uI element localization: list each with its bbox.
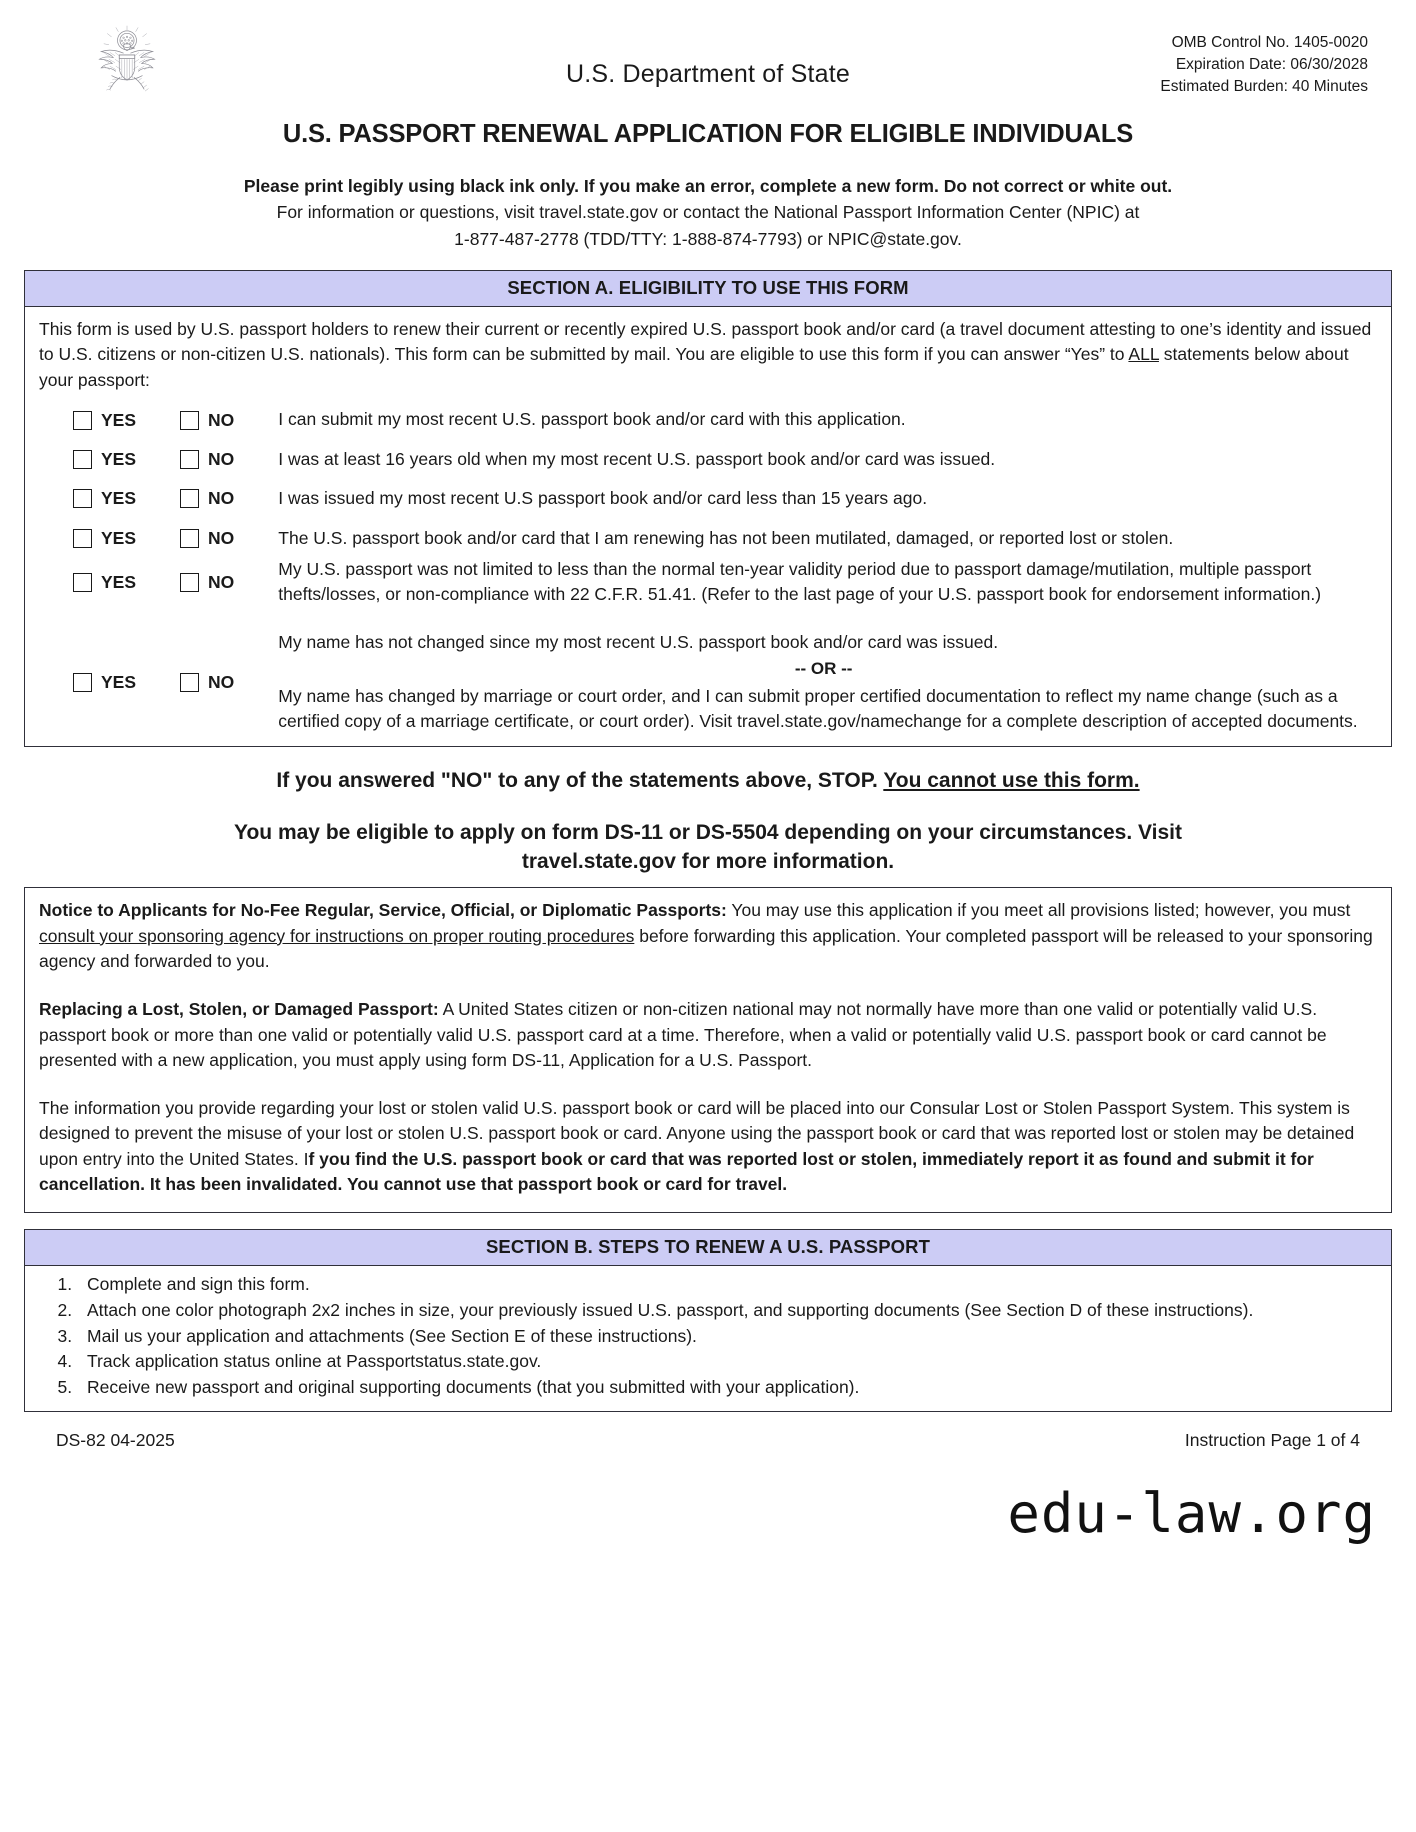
checkbox-yes-6[interactable] xyxy=(73,673,92,692)
yes-label-3: YES xyxy=(101,488,137,509)
yes-no-group-3 xyxy=(39,488,278,509)
omb-block xyxy=(1160,32,1368,98)
checkbox-yes-3[interactable] xyxy=(73,489,92,508)
form-title: U.S. PASSPORT RENEWAL APPLICATION FOR ELIGIBLE INDIVIDUALS xyxy=(282,120,1134,148)
notice-no-fee-text-b: before forwarding this application. Your completed passport will be released to your sponsoring agency and forwarded to you. xyxy=(39,925,1373,972)
intro-text-part2: statements below about your passport: xyxy=(39,344,1349,390)
checkbox-no-5[interactable] xyxy=(180,573,199,592)
yes-no-group-1 xyxy=(39,410,278,431)
instruction-line-2: For information or questions, visit travel.state.gov or contact the National Passport Information Center (NPIC) at xyxy=(276,202,1140,223)
eligibility-row-5 xyxy=(39,557,1377,608)
department-title: U.S. Department of State xyxy=(565,60,851,88)
section-a-intro xyxy=(39,317,1377,394)
notice-no-fee-underlined: consult your sponsoring agency for instructions on proper routing procedures xyxy=(39,925,635,946)
instruction-line-1: Please print legibly using black ink only. If you make an error, complete a new form. Do not correct or white out. xyxy=(243,176,1173,196)
eligibility-row-3 xyxy=(39,486,1377,511)
eligibility-statement-5: My U.S. passport was not limited to less than the normal ten-year validity period due to passport damage/mutilation, multiple passport thefts/losses, or non-compliance with 22 C.F.R. 51.41. (Refer to the last page of your U.S. passport book for endorsement information.) xyxy=(278,558,1322,605)
name-changed-statement: My name has changed by marriage or court order, and I can submit proper certified documentation to reflect my name change (such as a certified copy of a marriage certificate, or court order). Visit travel.state.gov/namechange for a complete description of accepted documents. xyxy=(278,685,1358,732)
or-divider: -- OR -- xyxy=(794,659,853,679)
instruction-line-3: 1-877-487-2778 (TDD/TTY: 1-888-874-7793) or NPIC@state.gov. xyxy=(454,228,962,249)
stop-notice-line-1 xyxy=(24,769,1392,793)
checkbox-no-6[interactable] xyxy=(180,673,199,692)
name-unchanged-statement: My name has not changed since my most recent U.S. passport book and/or card was issued. xyxy=(278,631,999,652)
section-a-header: SECTION A. ELIGIBILITY TO USE THIS FORM xyxy=(24,270,1392,307)
omb-expiration-date: Expiration Date: 06/30/2028 xyxy=(1175,56,1368,73)
list-item: 5. Receive new passport and original supporting documents (that you submitted with your application). xyxy=(77,1375,1377,1400)
no-label-3: NO xyxy=(208,488,235,509)
list-item: 1. Complete and sign this form. xyxy=(77,1272,1377,1297)
notice-replacing-heading: Replacing a Lost, Stolen, or Damaged Passport: xyxy=(39,998,439,1019)
eligibility-row-6 xyxy=(39,630,1377,735)
yes-no-group-6 xyxy=(39,672,278,693)
eligibility-statement-4: The U.S. passport book and/or card that I am renewing has not been mutilated, damaged, or reported lost or stolen. xyxy=(278,527,1174,548)
stop-notice-underlined: You cannot use this form. xyxy=(883,769,1140,793)
yes-label-4: YES xyxy=(101,527,137,548)
checkbox-yes-4[interactable] xyxy=(73,529,92,548)
checkbox-no-2[interactable] xyxy=(180,450,199,469)
checkbox-yes-1[interactable] xyxy=(73,411,92,430)
checkbox-no-1[interactable] xyxy=(180,411,199,430)
no-label-2: NO xyxy=(208,448,235,469)
yes-no-group-2 xyxy=(39,449,278,470)
intro-text-part1: This form is used by U.S. passport holders to renew their current or recently expired U.S. passport book and/or card (a travel document attesting to one’s identity and issued to U.S. citizens or non-citizen U.S. nationals). This form can be submitted by mail. You are eligible to use this form if you can answer “Yes” to xyxy=(39,318,1372,365)
print-instructions xyxy=(24,173,1392,252)
yes-label-5: YES xyxy=(101,571,137,592)
intro-all-emphasis: ALL xyxy=(1128,344,1159,365)
omb-control-number: OMB Control No. 1405-0020 xyxy=(1171,34,1368,51)
section-a-body xyxy=(24,307,1392,748)
notice-no-fee-heading: Notice to Applicants for No-Fee Regular, Service, Official, or Diplomatic Passports: xyxy=(39,900,727,921)
list-item: 2. Attach one color photograph 2x2 inches in size, your previously issued U.S. passport, and supporting documents (See Section D of these instructions). xyxy=(77,1298,1377,1323)
page-number-label: Instruction Page 1 of 4 xyxy=(1184,1430,1360,1450)
list-item: 4. Track application status online at Passportstatus.state.gov. xyxy=(77,1349,1377,1374)
page-header xyxy=(24,18,1392,110)
yes-label-1: YES xyxy=(101,409,137,430)
notice-no-fee-passports xyxy=(39,898,1377,975)
no-label-4: NO xyxy=(208,527,235,548)
page-footer xyxy=(24,1430,1392,1451)
checkbox-no-4[interactable] xyxy=(180,529,199,548)
eligibility-statement-6 xyxy=(278,630,1377,735)
section-b-body xyxy=(24,1266,1392,1412)
eligibility-row-2 xyxy=(39,447,1377,472)
checkbox-yes-5[interactable] xyxy=(73,573,92,592)
form-id-label: DS-82 04-2025 xyxy=(56,1430,175,1450)
yes-label-2: YES xyxy=(101,448,137,469)
omb-estimated-burden: Estimated Burden: 40 Minutes xyxy=(1160,78,1368,95)
checkbox-no-3[interactable] xyxy=(180,489,199,508)
notice-lost-stolen-system xyxy=(39,1096,1377,1198)
notice-replacing-passport xyxy=(39,997,1377,1074)
no-label-5: NO xyxy=(208,571,235,592)
watermark-text: edu-law.org xyxy=(1007,1482,1376,1545)
renewal-steps-list xyxy=(25,1266,1391,1411)
notice-no-fee-text-a: You may use this application if you meet all provisions listed; however, you must xyxy=(726,900,1351,921)
stop-notice xyxy=(24,769,1392,877)
checkbox-yes-2[interactable] xyxy=(73,450,92,469)
yes-label-6: YES xyxy=(101,671,137,692)
section-b xyxy=(24,1229,1392,1412)
section-a xyxy=(24,270,1392,748)
notices-box xyxy=(24,887,1392,1212)
eligibility-row-1 xyxy=(39,407,1377,432)
list-item: 3. Mail us your application and attachments (See Section E of these instructions). xyxy=(77,1324,1377,1349)
notice-replacing-text: A United States citizen or non-citizen national may not normally have more than one valid or potentially valid U.S. passport book or more than one valid or potentially valid U.S. passport card at a time. Therefore, when a valid or potentially valid U.S. passport book or card cannot be presented with a new application, you must apply using form DS-11, Application for a U.S. Passport. xyxy=(39,998,1327,1071)
no-label-1: NO xyxy=(208,409,235,430)
eligibility-statement-2: I was at least 16 years old when my most recent U.S. passport book and/or card was issued. xyxy=(278,448,996,469)
stop-notice-line-2: You may be eligible to apply on form DS-11 or DS-5504 depending on your circumstances. Visit travel.state.gov for more information. xyxy=(234,821,1182,874)
yes-no-group-5 xyxy=(39,572,278,593)
eligibility-statement-3: I was issued my most recent U.S passport book and/or card less than 15 years ago. xyxy=(278,488,928,509)
notice-lost-stolen-bold: f you find the U.S. passport book or card that was reported lost or stolen, immediately report it as found and submit it for cancellation. It has been invalidated. You cannot use that passport book or card for travel. xyxy=(39,1148,1314,1195)
notice-lost-stolen-text: The information you provide regarding your lost or stolen valid U.S. passport book or card will be placed into our Consular Lost or Stolen Passport System. This system is designed to prevent the misuse of your lost or stolen U.S. passport book or card. Anyone using the passport book or card that was reported lost or stolen may be detained upon entry into the United States. I xyxy=(39,1097,1355,1169)
stop-notice-text: If you answered "NO" to any of the statements above, STOP. xyxy=(276,769,884,793)
eligibility-row-4 xyxy=(39,526,1377,551)
eligibility-statement-1: I can submit my most recent U.S. passport book and/or card with this application. xyxy=(278,409,906,430)
section-b-header: SECTION B. STEPS TO RENEW A U.S. PASSPORT xyxy=(24,1229,1392,1266)
yes-no-group-4 xyxy=(39,528,278,549)
no-label-6: NO xyxy=(208,671,235,692)
